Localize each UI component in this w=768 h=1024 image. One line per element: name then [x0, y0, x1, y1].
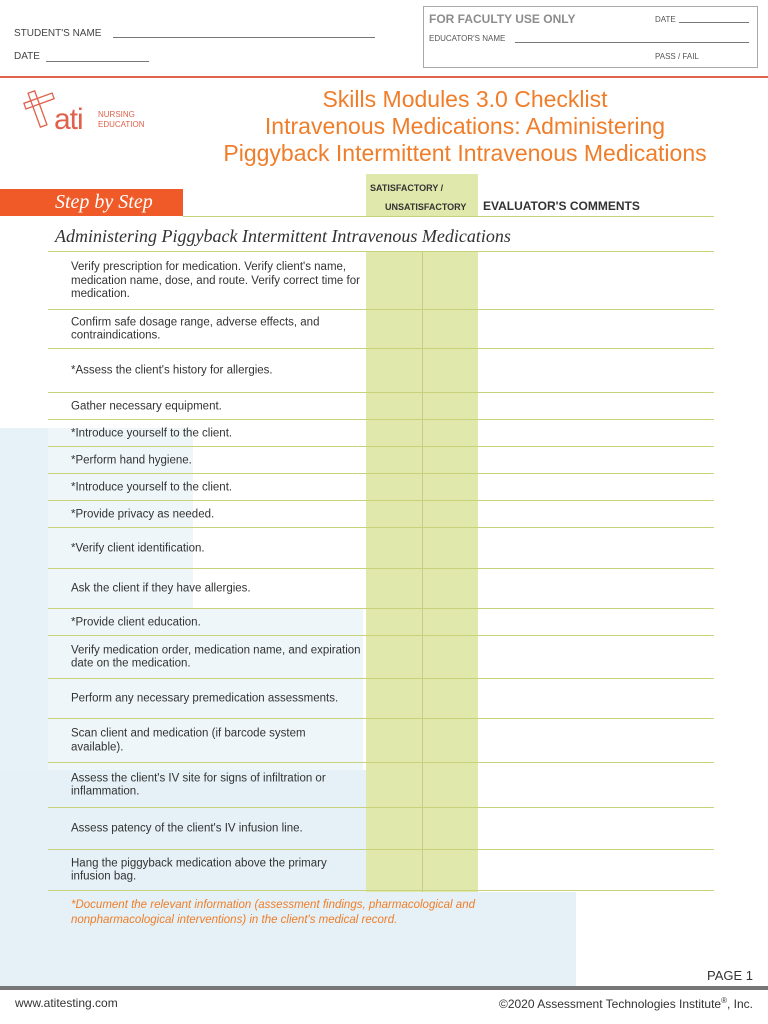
- step-text: *Verify client identification.: [71, 541, 205, 554]
- step-row: [48, 569, 714, 609]
- step-row: [48, 808, 714, 850]
- copyright-text: ©2020 Assessment Technologies Institute: [498, 997, 722, 1011]
- logo-brand: ati: [54, 103, 83, 136]
- header-rule: [183, 216, 714, 217]
- step-row: [48, 636, 714, 679]
- faculty-title: FOR FACULTY USE ONLY: [429, 12, 576, 26]
- faculty-use-box: [423, 6, 758, 68]
- step-row: [48, 719, 714, 763]
- step-row: [48, 349, 714, 393]
- step-text: *Introduce yourself to the client.: [71, 480, 233, 493]
- step-text: *Provide privacy as needed.: [71, 507, 215, 520]
- step-text: Hang the piggyback medication above the primary infusion bag.: [71, 857, 327, 883]
- title-line-2: Intravenous Medications: Administering: [264, 113, 666, 139]
- student-name-label: STUDENT'S NAME: [14, 28, 102, 39]
- title-line-3: Piggyback Intermittent Intravenous Medications: [223, 140, 707, 166]
- step-text: Perform any necessary premedication assessments.: [71, 692, 339, 705]
- row-divider: [48, 890, 714, 891]
- step-row: [48, 393, 714, 420]
- step-text: Gather necessary equipment.: [71, 399, 222, 412]
- satisfactory-header-line2: UNSATISFACTORY: [385, 202, 467, 212]
- step-text: Assess the client's IV site for signs of infiltration or inflammation.: [71, 772, 326, 798]
- registered-mark: ®: [721, 996, 727, 1005]
- page-title: [175, 86, 755, 167]
- footer-divider: [0, 986, 768, 990]
- faculty-date-label: DATE: [655, 15, 676, 24]
- section-title: Administering Piggyback Intermittent Intravenous Medications: [55, 226, 511, 246]
- step-text: *Provide client education.: [71, 615, 201, 628]
- documentation-footnote: *Document the relevant information (assessment findings, pharmacological and nonpharmacological interventions) in the client's medical record.: [71, 899, 475, 926]
- date-field[interactable]: [46, 61, 149, 62]
- date-label: DATE: [14, 51, 40, 62]
- step-row: [48, 850, 714, 891]
- step-row: [48, 474, 714, 501]
- step-text: *Introduce yourself to the client.: [71, 426, 233, 439]
- step-text: Ask the client if they have allergies.: [71, 582, 251, 595]
- faculty-date-field[interactable]: [679, 22, 749, 23]
- step-text: Verify prescription for medication. Verify client's name, medication name, dose, and route. Verify correct time for medication.: [71, 260, 360, 300]
- student-name-field[interactable]: [113, 37, 375, 38]
- step-by-step-banner: [0, 189, 183, 216]
- evaluator-comments-header: EVALUATOR'S COMMENTS: [483, 199, 640, 213]
- pass-fail-label: PASS / FAIL: [655, 52, 699, 61]
- step-text: Scan client and medication (if barcode system available).: [71, 727, 306, 753]
- step-row: [48, 420, 714, 447]
- website-link[interactable]: www.atitesting.com: [15, 996, 118, 1010]
- step-row: [48, 609, 714, 636]
- logo-tagline-line2: EDUCATION: [98, 120, 145, 129]
- step-row: [48, 763, 714, 808]
- logo-tagline: [98, 110, 145, 130]
- step-row: [48, 310, 714, 349]
- header-divider: [0, 76, 768, 78]
- educator-name-label: EDUCATOR'S NAME: [429, 34, 506, 43]
- step-text: Confirm safe dosage range, adverse effects, and contraindications.: [71, 316, 320, 342]
- page-number: PAGE 1: [706, 968, 753, 983]
- copyright-suffix: , Inc.: [726, 997, 753, 1011]
- title-line-1: Skills Modules 3.0 Checklist: [322, 86, 608, 112]
- step-by-step-label: Step by Step: [55, 191, 153, 213]
- step-row: [48, 528, 714, 569]
- section-rule: [48, 251, 714, 252]
- educator-name-field[interactable]: [515, 42, 749, 43]
- satisfactory-header-line1: SATISFACTORY /: [370, 183, 444, 193]
- step-text: Verify medication order, medication name, and expiration date on the medication.: [71, 644, 361, 670]
- step-row: [48, 252, 714, 310]
- step-row: [48, 501, 714, 528]
- step-text: *Assess the client's history for allergies.: [71, 364, 273, 377]
- copyright: [499, 996, 753, 1011]
- ati-logo: [18, 90, 168, 140]
- step-text: *Perform hand hygiene.: [71, 453, 192, 466]
- step-text: Assess patency of the client's IV infusion line.: [71, 822, 303, 835]
- step-row: [48, 679, 714, 719]
- step-row: [48, 447, 714, 474]
- logo-tagline-line1: NURSING: [98, 110, 135, 119]
